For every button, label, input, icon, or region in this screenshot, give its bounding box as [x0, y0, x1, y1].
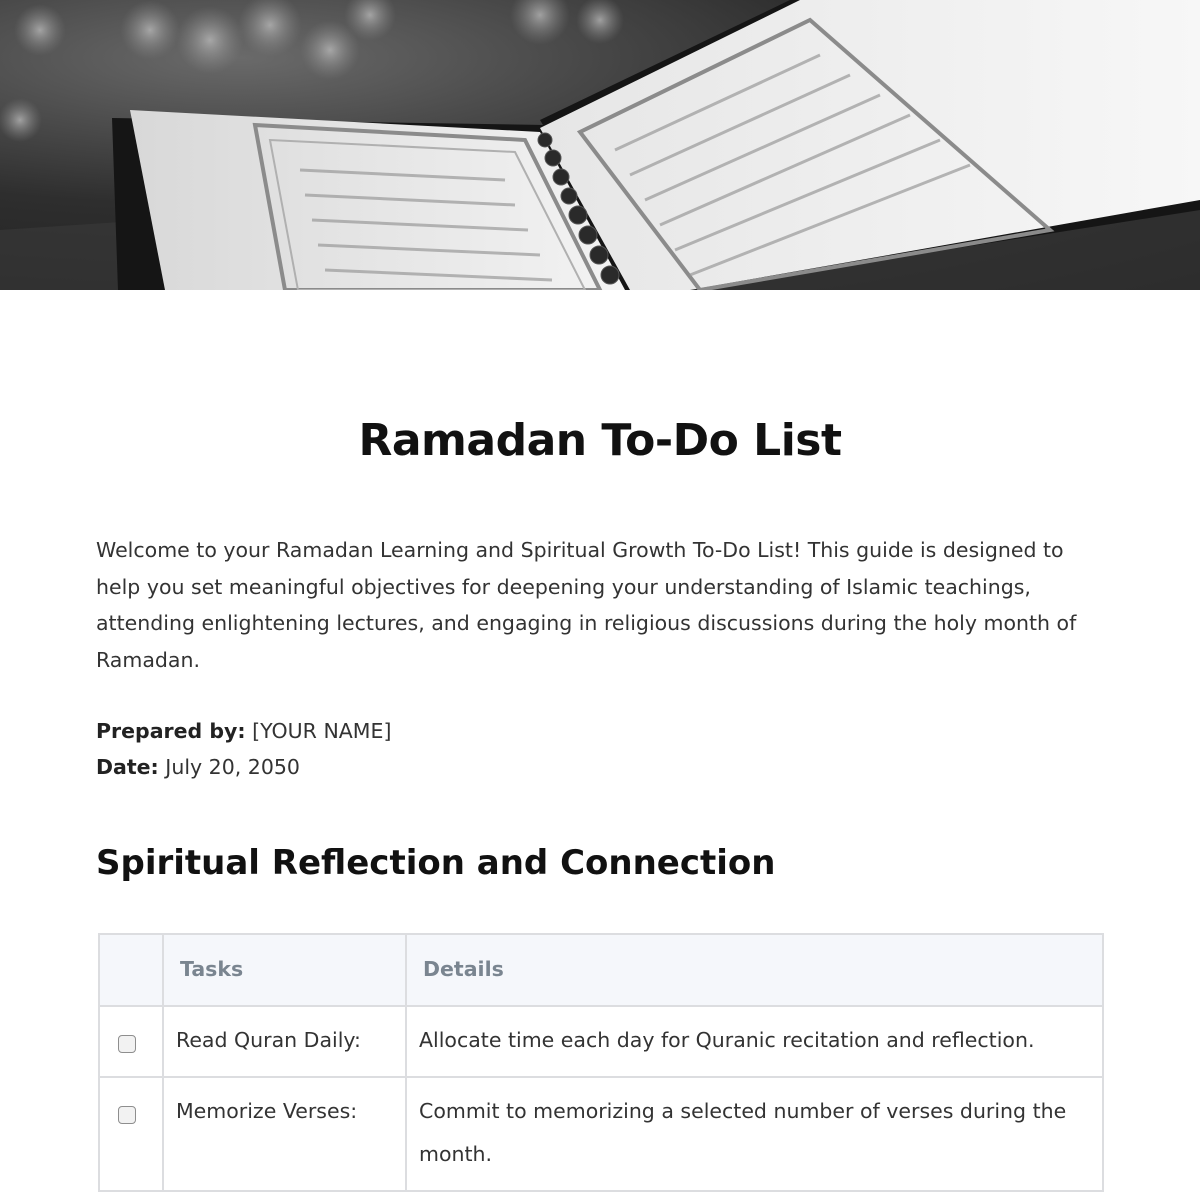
tasks-table [98, 933, 1104, 1192]
column-header-checkbox [99, 934, 163, 1006]
checkbox-cell [99, 1006, 163, 1077]
page-title: Ramadan To-Do List [358, 415, 842, 466]
details-cell: Commit to memorizing a selected number of verses during the month. [406, 1077, 1103, 1191]
task-cell: Memorize Verses: [163, 1077, 406, 1191]
task-checkbox[interactable] [118, 1035, 136, 1053]
quran-book-photo [0, 0, 1200, 290]
prepared-by-value: [YOUR NAME] [252, 719, 392, 743]
date-line [96, 749, 391, 785]
prepared-by-label: Prepared by: [96, 719, 246, 743]
column-header-details: Details [406, 934, 1103, 1006]
task-checkbox[interactable] [118, 1106, 136, 1124]
table-row [99, 1077, 1103, 1191]
section-title: Spiritual Reflection and Connection [96, 843, 776, 883]
date-label: Date: [96, 755, 159, 779]
table-header-row [99, 934, 1103, 1006]
date-value: July 20, 2050 [165, 755, 300, 779]
task-cell: Read Quran Daily: [163, 1006, 406, 1077]
header-image [0, 0, 1200, 290]
prepared-by-line [96, 713, 391, 749]
column-header-tasks: Tasks [163, 934, 406, 1006]
details-cell: Allocate time each day for Quranic recitation and reflection. [406, 1006, 1103, 1077]
document-meta [96, 713, 391, 785]
table-row [99, 1006, 1103, 1077]
checkbox-cell [99, 1077, 163, 1191]
intro-paragraph: Welcome to your Ramadan Learning and Spiritual Growth To-Do List! This guide is designed to help you set meaningful objectives for deepening your understanding of Islamic teachings, attending enlightening lectures, and engaging in religious discussions during the holy month of Ramadan. [96, 538, 1077, 672]
